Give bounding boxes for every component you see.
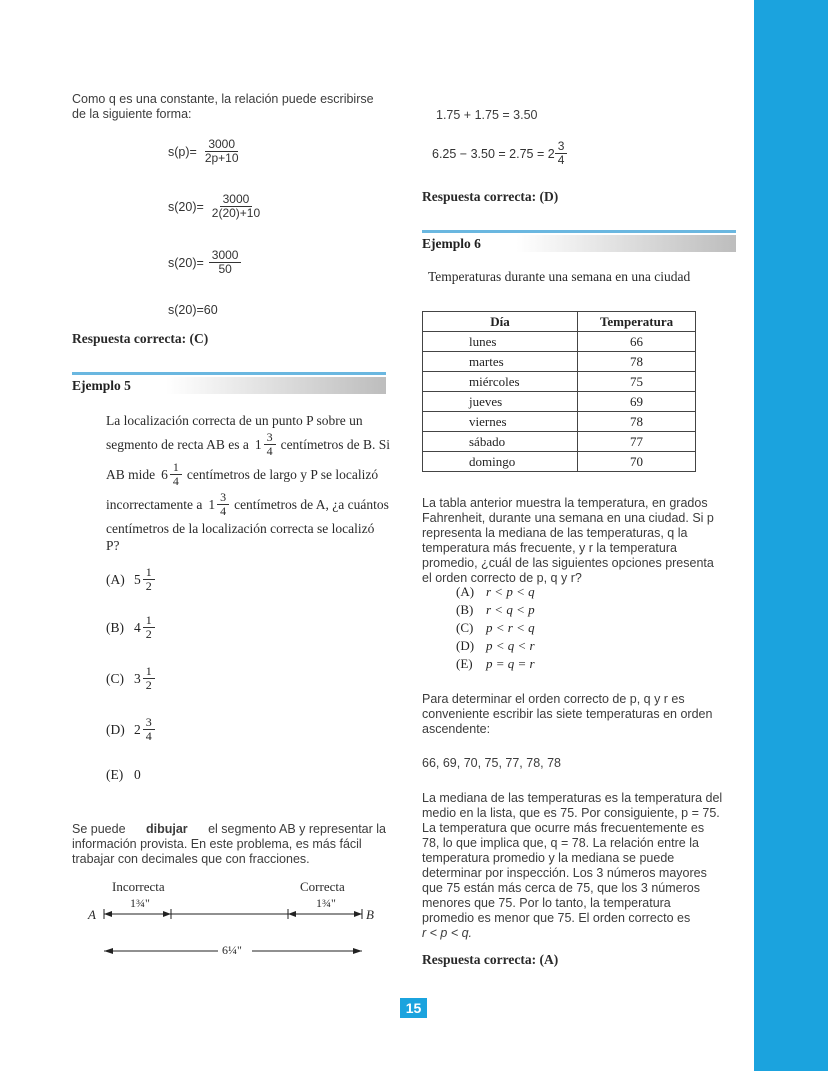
question-line: La tabla anterior muestra la temperatura, en grados <box>422 496 708 510</box>
question-line: promedio, ¿cuál de las siguientes opciones presenta <box>422 556 714 570</box>
option-letter: (C) <box>106 670 124 686</box>
temperature-table <box>422 311 696 472</box>
cell-day: domingo <box>423 452 578 472</box>
option-letter: (E) <box>456 656 473 671</box>
paragraph-line: temperatura promedio y la mediana se puede <box>422 851 675 865</box>
cell-temperature: 78 <box>578 412 696 432</box>
answer-c: Respuesta correcta: (C) <box>72 331 209 346</box>
cell-day: jueves <box>423 392 578 412</box>
cell-temperature: 70 <box>578 452 696 472</box>
cell-temperature: 75 <box>578 372 696 392</box>
paragraph-1 <box>422 692 740 737</box>
option-b <box>106 614 157 641</box>
option-value: 0 <box>134 767 141 782</box>
header-rule <box>422 230 736 233</box>
question-line: P? <box>106 538 120 553</box>
mixed-whole: 1 <box>254 437 262 452</box>
mixed-whole: 3 <box>134 670 141 686</box>
option-e <box>106 767 141 783</box>
option-text: r < q < p <box>486 602 535 617</box>
option-letter: (C) <box>456 620 474 635</box>
mixed-whole: 2 <box>134 721 141 737</box>
explanation-line: trabajar con decimales que con fracciones. <box>72 852 310 866</box>
cell-temperature: 77 <box>578 432 696 452</box>
cell-day: viernes <box>423 412 578 432</box>
table-row <box>423 352 696 372</box>
table-caption: Temperaturas durante una semana en una ciudad <box>428 269 691 284</box>
cell-temperature: 66 <box>578 332 696 352</box>
option-text: p < q < r <box>486 638 535 653</box>
segment-right-label: 1¾" <box>316 896 336 910</box>
question-text: centímetros de B. Si <box>280 437 391 452</box>
question-line: La localización correcta de un punto P sobre un <box>106 413 363 428</box>
explanation-text-part: Se puede <box>72 822 126 836</box>
fraction-numerator: 3 <box>217 491 229 505</box>
cell-day: sábado <box>423 432 578 452</box>
fraction-denominator: 50 <box>218 262 232 276</box>
question-line: el orden correcto de p, q y r? <box>422 571 582 585</box>
sorted-temperatures: 66, 69, 70, 75, 77, 78, 78 <box>422 756 562 770</box>
mixed-whole: 5 <box>134 571 141 587</box>
option-letter: (A) <box>106 571 125 587</box>
option-6e <box>456 656 535 672</box>
fraction-denominator: 2 <box>145 678 152 692</box>
question-line: representa la mediana de las temperaturas, q la <box>422 526 688 540</box>
fraction-numerator: 3 <box>264 431 276 445</box>
option-letter: (B) <box>456 602 474 617</box>
mixed-whole: 6 <box>161 467 168 482</box>
intro-line: Como q es una constante, la relación puede escribirse <box>72 92 374 106</box>
paragraph-line: promedio es menor que 75. El orden correcto es <box>422 911 691 925</box>
option-letter: (D) <box>456 638 475 653</box>
equation-lhs: s(20)= <box>168 199 204 214</box>
option-a <box>106 566 157 593</box>
intro-text <box>72 92 374 122</box>
mixed-whole: 1 <box>208 497 216 512</box>
fraction-numerator: 1 <box>143 614 155 628</box>
question-line <box>106 431 391 458</box>
equation-lhs: s(20)= <box>168 255 204 270</box>
fraction-denominator: 4 <box>220 504 227 518</box>
page-number: 15 <box>400 998 427 1018</box>
header-rule <box>72 372 386 375</box>
paragraph-line: determinar por inspección. Los 3 números mayores <box>422 866 707 880</box>
table-row <box>423 372 696 392</box>
segment-left-label: 1¾" <box>130 896 150 910</box>
fraction-numerator: 3 <box>143 716 155 730</box>
equation-lhs: s(p)= <box>168 144 197 159</box>
example-5-question <box>106 412 391 554</box>
fraction-denominator: 2(20)+10 <box>211 206 261 220</box>
paragraph-line: ascendente: <box>422 722 491 736</box>
cell-day: miércoles <box>423 372 578 392</box>
calc-text: 6.25 − 3.50 = 2.75 = 2 <box>432 146 555 161</box>
side-bar <box>754 0 828 1071</box>
table-row <box>423 332 696 352</box>
fraction-numerator: 1 <box>143 566 155 580</box>
fraction-numerator: 1 <box>170 461 182 475</box>
question-text: AB mide <box>106 467 156 482</box>
explanation-text-part: el segmento AB y representar la <box>208 822 386 836</box>
example-5-header <box>72 372 386 392</box>
total-length-label: 6¼" <box>222 943 242 957</box>
calc-line-2 <box>432 140 569 167</box>
paragraph-line: La temperatura que ocurre más frecuentemente es <box>422 821 705 835</box>
table-row <box>423 412 696 432</box>
mixed-whole: 4 <box>134 619 141 635</box>
fraction-denominator: 2 <box>145 627 152 641</box>
explanation-bold: dibujar <box>145 822 188 836</box>
paragraph-line: r < p < q. <box>422 926 473 940</box>
equation-2 <box>168 193 265 220</box>
example-6-question <box>422 496 740 586</box>
example-6-title: Ejemplo 6 <box>422 236 481 251</box>
option-text: p = q = r <box>486 656 535 671</box>
question-line <box>106 491 391 518</box>
option-letter: (E) <box>106 767 124 782</box>
paragraph-line: La mediana de las temperaturas es la temperatura del <box>422 791 723 805</box>
point-a-label: A <box>88 907 96 922</box>
paragraph-line: Para determinar el orden correcto de p, q y r es <box>422 692 685 706</box>
column-header-day: Día <box>423 312 578 332</box>
option-6c <box>456 620 535 636</box>
fraction-denominator: 4 <box>145 729 152 743</box>
paragraph-line: conveniente escribir las siete temperaturas en orden <box>422 707 713 721</box>
option-d <box>106 716 157 743</box>
fraction-denominator: 2 <box>145 579 152 593</box>
paragraph-line: que 75 están más cerca de 75, que los 3 números <box>422 881 700 895</box>
explanation-line: información provista. En este problema, es más fácil <box>72 837 362 851</box>
fraction-numerator: 3 <box>555 140 568 154</box>
point-b-label: B <box>366 907 374 922</box>
option-6b <box>456 602 535 618</box>
paragraph-line: 78, lo que implica que, q = 78. La relación entre la <box>422 836 699 850</box>
fraction-denominator: 4 <box>557 153 565 167</box>
option-c <box>106 665 157 692</box>
fraction-denominator: 4 <box>172 474 179 488</box>
cell-temperature: 78 <box>578 352 696 372</box>
equation-4: s(20)=60 <box>168 303 218 317</box>
option-letter: (B) <box>106 619 124 635</box>
fraction-numerator: 3000 <box>209 249 242 263</box>
question-line: temperatura más frecuente, y r la temperatura <box>422 541 677 555</box>
equation-3 <box>168 249 243 276</box>
question-line: centímetros de la localización correcta se localizó <box>106 521 375 536</box>
table-row <box>423 392 696 412</box>
question-text: centímetros de A, ¿a cuántos <box>234 497 389 512</box>
label-correct: Correcta <box>300 879 345 894</box>
column-header-temperature: Temperatura <box>578 312 696 332</box>
fraction-numerator: 3000 <box>205 138 238 152</box>
paragraph-2 <box>422 791 742 941</box>
example-6-header <box>422 230 736 250</box>
question-line <box>106 461 391 488</box>
question-line: Fahrenheit, durante una semana en una ciudad. Si p <box>422 511 714 525</box>
segment-diagram <box>86 876 386 966</box>
explanation-text <box>72 822 386 867</box>
fraction-numerator: 1 <box>143 665 155 679</box>
question-text: incorrectamente a <box>106 497 203 512</box>
option-letter: (D) <box>106 721 125 737</box>
cell-day: lunes <box>423 332 578 352</box>
table-header-row <box>423 312 696 332</box>
explanation-line <box>72 822 386 837</box>
option-6d <box>456 638 535 654</box>
answer-a: Respuesta correcta: (A) <box>422 952 559 967</box>
question-text: centímetros de largo y P se localizó <box>186 467 379 482</box>
paragraph-line: medio en la lista, que es 75. Por consiguiente, p = 75. <box>422 806 720 820</box>
fraction-denominator: 4 <box>266 444 273 458</box>
paragraph-line: menores que 75. Por lo tanto, la temperatura <box>422 896 671 910</box>
fraction-denominator: 2p+10 <box>204 151 239 165</box>
table-row <box>423 432 696 452</box>
example-5-title: Ejemplo 5 <box>72 378 131 393</box>
equation-1 <box>168 138 244 165</box>
fraction-numerator: 3000 <box>220 193 253 207</box>
option-letter: (A) <box>456 584 475 599</box>
option-text: r < p < q <box>486 584 535 599</box>
table-row <box>423 452 696 472</box>
option-6a <box>456 584 535 600</box>
option-text: p < r < q <box>486 620 535 635</box>
intro-line: de la siguiente forma: <box>72 107 192 121</box>
calc-line-1: 1.75 + 1.75 = 3.50 <box>436 108 538 122</box>
cell-temperature: 69 <box>578 392 696 412</box>
cell-day: martes <box>423 352 578 372</box>
answer-d: Respuesta correcta: (D) <box>422 189 559 204</box>
label-incorrect: Incorrecta <box>112 879 165 894</box>
question-text: segmento de recta AB es a <box>106 437 249 452</box>
